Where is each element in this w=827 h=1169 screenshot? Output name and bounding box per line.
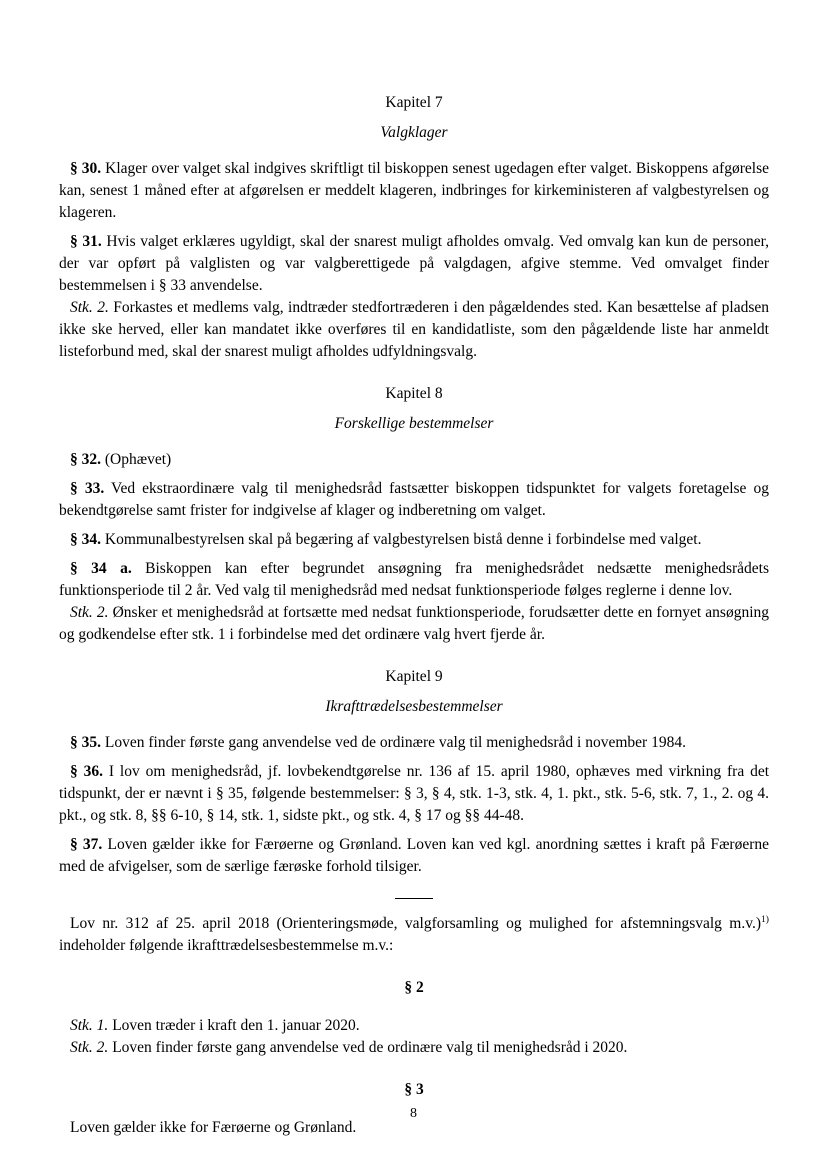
chapter-7-subtitle: Valgklager [380,124,448,141]
section-37-number: § 37. [70,836,103,853]
section-31-stk-2 [59,297,769,363]
amendment-intro-text-2: indeholder følgende ikrafttrædelsesbestemmelse m.v.: [59,937,394,954]
section-30 [59,158,769,224]
footnote-marker: 1) [761,913,769,925]
section-35-text: Loven finder første gang anvendelse ved de ordinære valg til menighedsråd i november 1984. [101,734,686,751]
section-34a [59,558,769,602]
section-34a-stk-2-label: Stk. 2. [70,604,109,621]
section-35 [59,732,769,754]
section-32-text: (Ophævet) [101,451,172,468]
section-30-text: Klager over valget skal indgives skriftligt til biskoppen senest ugedagen efter valget. Biskoppens afgørelse kan, senest 1 måned efter at afgørelsen er meddelt klageren, indbringes for kirkeministeren af valgbestyrelsen og klageren. [59,160,769,221]
section-31-number: § 31. [70,233,102,250]
chapter-8-subtitle: Forskellige bestemmelser [334,415,494,432]
section-33-number: § 33. [70,480,105,497]
section-31-text: Hvis valget erklæres ugyldigt, skal der snarest muligt afholdes omvalg. Ved omvalg kan kun de personer, der var opført på valglisten og var valgberettigede på valgdagen, afgive stemme. Ved omvalget finder bestemmelsen i § 33 anvendelse. [59,233,769,294]
section-35-number: § 35. [70,734,101,751]
amendment-s2-stk-1 [59,1015,769,1037]
chapter-7-heading: Kapitel 7 [385,94,443,111]
amendment-s2-stk-2-text: Loven finder første gang anvendelse ved de ordinære valg til menighedsråd i 2020. [108,1039,628,1056]
section-31-stk-2-text: Forkastes et medlems valg, indtræder stedfortræderen i den pågældendes sted. Kan besættelse af pladsen ikke ske herved, eller kan mandatet ikke overføres til en kandidatliste, som den pågældende liste har anmeldt listeforbund med, skal der snarest muligt afholdes udfyldningsvalg. [59,299,770,360]
section-34a-stk-2 [59,602,769,646]
amendment-s2-stk-2 [59,1037,769,1059]
section-33-text: Ved ekstraordinære valg til menighedsråd fastsætter biskoppen tidspunktet for valgets foretagelse og bekendtgørelse samt frister for indgivelse af klager og indberetning om valget. [59,480,769,519]
section-divider [395,898,433,899]
section-34-text: Kommunalbestyrelsen skal på begæring af valgbestyrelsen bistå denne i forbindelse med valget. [101,531,702,548]
amendment-section-3-heading: § 3 [404,1081,424,1098]
amendment-s2-stk-1-text: Loven træder i kraft den 1. januar 2020. [108,1017,360,1034]
chapter-8-heading: Kapitel 8 [385,385,443,402]
section-36-number: § 36. [70,763,104,780]
section-34a-stk-2-text: Ønsker et menighedsråd at fortsætte med nedsat funktionsperiode, forudsætter dette en fornyet ansøgning og godkendelse efter stk. 1 i forbindelse med det ordinære valg hvert fjerde år. [59,604,769,643]
page-content [59,92,769,1139]
section-37 [59,834,769,878]
chapter-9-subtitle: Ikrafttrædelsesbestemmelser [325,698,503,715]
amendment-s2-stk-2-label: Stk. 2. [70,1039,109,1056]
section-36 [59,761,769,827]
section-32-number: § 32. [70,451,101,468]
amendment-s3-text: Loven gælder ikke for Færøerne og Grønland. [70,1119,357,1136]
amendment-intro-text-1: Lov nr. 312 af 25. april 2018 (Orienteringsmøde, valgforsamling og mulighed for afstemningsvalg m.v.) [70,915,761,932]
section-32 [59,449,769,471]
section-37-text: Loven gælder ikke for Færøerne og Grønland. Loven kan ved kgl. anordning sættes i kraft på Færøerne med de afvigelser, som de særlige færøske forhold tilsiger. [59,836,769,875]
chapter-9-heading: Kapitel 9 [385,668,443,685]
section-33 [59,478,769,522]
section-31 [59,231,769,297]
section-34-number: § 34. [70,531,101,548]
section-34a-text: Biskoppen kan efter begrundet ansøgning fra menighedsrådet nedsætte menighedsrådets funktionsperiode til 2 år. Ved valg til menighedsråd med nedsat funktionsperiode følges reglerne i denne lov. [59,560,770,599]
page-number: 8 [410,1106,417,1121]
section-34a-number: § 34 a. [70,560,132,577]
amendment-s2-stk-1-label: Stk. 1. [70,1017,109,1034]
section-31-stk-2-label: Stk. 2. [70,299,109,316]
section-36-text: I lov om menighedsråd, jf. lovbekendtgørelse nr. 136 af 15. april 1980, ophæves med virkning fra det tidspunkt, der er nævnt i § 35, følgende bestemmelser: § 3, § 4, stk. 1-3, stk. 4, 1. pkt., stk. 5-6, stk. 7, 1., 2. og 4. pkt., og stk. 8, §§ 6-10, § 14, stk. 1, sidste pkt., og stk. 4, § 17 og §§ 44-48. [59,763,770,824]
section-34 [59,529,769,551]
section-30-number: § 30. [70,160,102,177]
amendment-intro [59,913,769,957]
amendment-section-2-heading: § 2 [404,979,424,996]
